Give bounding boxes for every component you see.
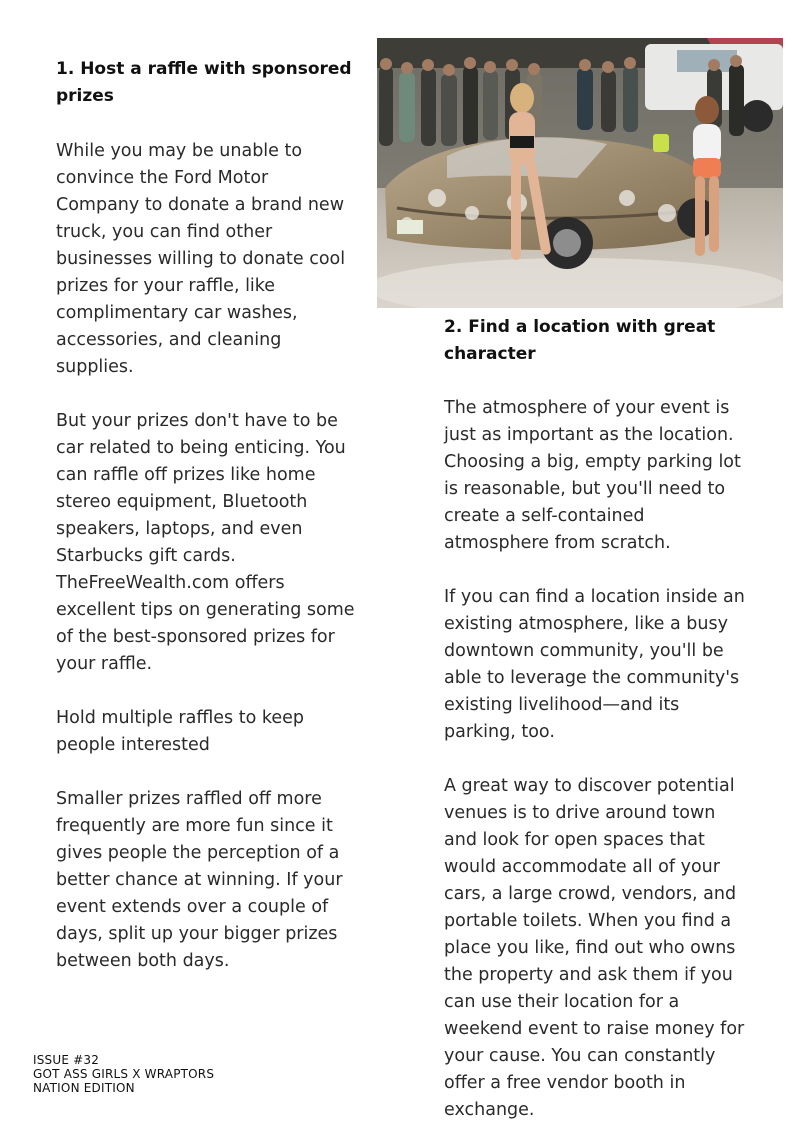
text-line: parking, too. bbox=[444, 722, 555, 742]
text-line: place you like, find out who owns bbox=[444, 938, 736, 958]
text-line: accessories, and cleaning bbox=[56, 330, 282, 350]
section2-heading bbox=[444, 314, 715, 368]
text-line: excellent tips on generating some bbox=[56, 600, 355, 620]
text-line: Starbucks gift cards. bbox=[56, 546, 236, 566]
heading-line: character bbox=[444, 344, 536, 364]
section2-paragraph-1 bbox=[444, 395, 741, 557]
heading-line: 1. Host a raffle with sponsored bbox=[56, 59, 352, 79]
text-line: frequently are more fun since it bbox=[56, 816, 333, 836]
heading-line: prizes bbox=[56, 86, 114, 106]
text-line: The atmosphere of your event is bbox=[444, 398, 730, 418]
footer-edition-title: GOT ASS GIRLS X WRAPTORS bbox=[33, 1067, 215, 1081]
section1-heading bbox=[56, 56, 352, 110]
text-line: gives people the perception of a bbox=[56, 843, 340, 863]
text-line: existing atmosphere, like a busy bbox=[444, 614, 728, 634]
text-line: able to leverage the community's bbox=[444, 668, 740, 688]
text-line: speakers, laptops, and even bbox=[56, 519, 303, 539]
text-line: stereo equipment, Bluetooth bbox=[56, 492, 308, 512]
text-line: Smaller prizes raffled off more bbox=[56, 789, 322, 809]
text-line: cars, a large crowd, vendors, and bbox=[444, 884, 737, 904]
footer-issue-number: ISSUE #32 bbox=[33, 1053, 100, 1067]
section1-paragraph-2 bbox=[56, 408, 355, 678]
text-line: the property and ask them if you bbox=[444, 965, 733, 985]
text-line: your raffle. bbox=[56, 654, 153, 674]
text-line: would accommodate all of your bbox=[444, 857, 720, 877]
text-line: While you may be unable to bbox=[56, 141, 303, 161]
text-line: convince the Ford Motor bbox=[56, 168, 269, 188]
text-line: and look for open spaces that bbox=[444, 830, 705, 850]
text-line: A great way to discover potential bbox=[444, 776, 735, 796]
text-line: between both days. bbox=[56, 951, 230, 971]
text-line: exchange. bbox=[444, 1100, 535, 1120]
section1-paragraph-1 bbox=[56, 138, 345, 381]
text-line: just as important as the location. bbox=[444, 425, 734, 445]
issue-footer bbox=[33, 1053, 214, 1095]
text-line: portable toilets. When you find a bbox=[444, 911, 732, 931]
text-line: event extends over a couple of bbox=[56, 897, 329, 917]
text-line: atmosphere from scratch. bbox=[444, 533, 671, 553]
section2-paragraph-2 bbox=[444, 584, 745, 746]
text-line: create a self-contained bbox=[444, 506, 645, 526]
text-line: But your prizes don't have to be bbox=[56, 411, 338, 431]
text-line: of the best-sponsored prizes for bbox=[56, 627, 335, 647]
text-line: can raffle off prizes like home bbox=[56, 465, 316, 485]
section2-paragraph-3 bbox=[444, 773, 744, 1124]
text-line: prizes for your raffle, like bbox=[56, 276, 276, 296]
text-line: supplies. bbox=[56, 357, 134, 377]
text-line: people interested bbox=[56, 735, 210, 755]
text-line: downtown community, you'll be bbox=[444, 641, 724, 661]
text-line: Hold multiple raffles to keep bbox=[56, 708, 304, 728]
text-line: Company to donate a brand new bbox=[56, 195, 345, 215]
text-line: Choosing a big, empty parking lot bbox=[444, 452, 741, 472]
text-line: existing livelihood—and its bbox=[444, 695, 680, 715]
text-line: your cause. You can constantly bbox=[444, 1046, 716, 1066]
text-line: is reasonable, but you'll need to bbox=[444, 479, 726, 499]
text-line: better chance at winning. If your bbox=[56, 870, 343, 890]
section1-paragraph-4 bbox=[56, 786, 343, 975]
footer-edition-subtitle: NATION EDITION bbox=[33, 1081, 135, 1095]
text-line: can use their location for a bbox=[444, 992, 680, 1012]
text-line: car related to being enticing. You bbox=[56, 438, 346, 458]
car-wash-photo bbox=[377, 38, 783, 308]
text-line: complimentary car washes, bbox=[56, 303, 298, 323]
section1-paragraph-3 bbox=[56, 705, 304, 759]
text-line: weekend event to raise money for bbox=[444, 1019, 745, 1039]
text-line: offer a free vendor booth in bbox=[444, 1073, 686, 1093]
heading-line: 2. Find a location with great bbox=[444, 317, 716, 337]
car-wash-illustration bbox=[377, 38, 783, 308]
text-line: businesses willing to donate cool bbox=[56, 249, 346, 269]
text-line: days, split up your bigger prizes bbox=[56, 924, 338, 944]
text-line: TheFreeWealth.com offers bbox=[56, 573, 285, 593]
text-line: venues is to drive around town bbox=[444, 803, 716, 823]
text-line: If you can find a location inside an bbox=[444, 587, 745, 607]
text-line: truck, you can find other bbox=[56, 222, 273, 242]
